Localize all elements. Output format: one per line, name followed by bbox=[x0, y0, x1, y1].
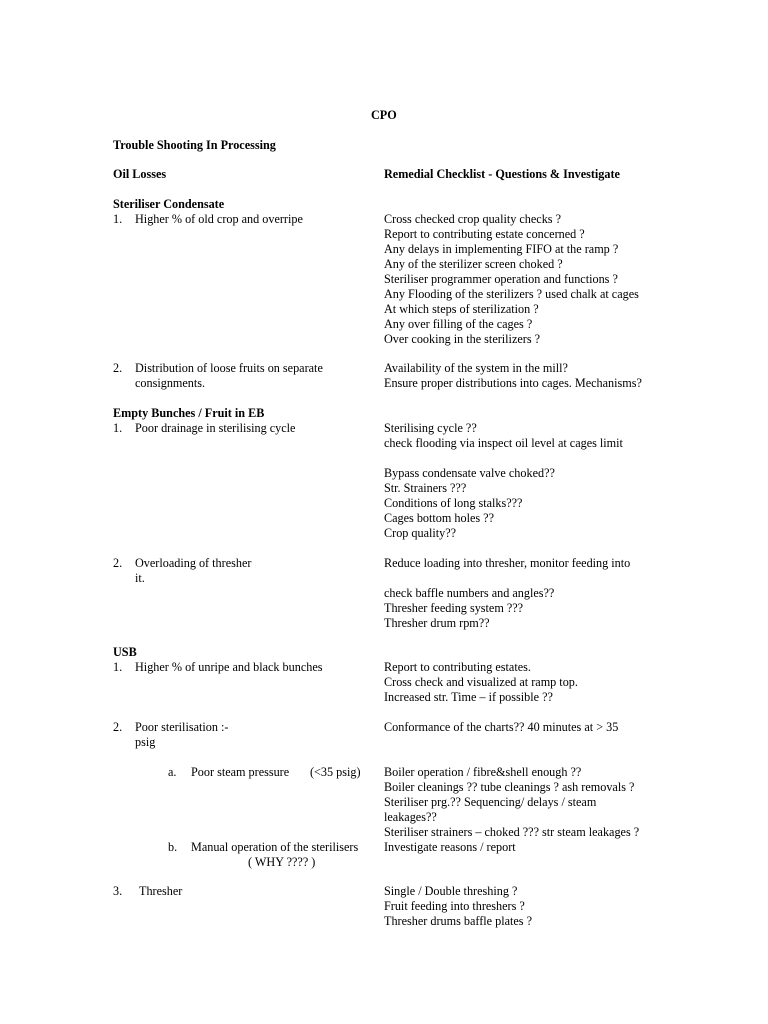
item-text: it. bbox=[135, 571, 145, 585]
checklist-line: Over cooking in the sterilizers ? bbox=[384, 332, 541, 346]
checklist-line: Increased str. Time – if possible ?? bbox=[384, 690, 553, 704]
checklist-block bbox=[384, 212, 639, 347]
subitem-note: (<35 psig) bbox=[310, 765, 361, 779]
item-number: 1. bbox=[113, 421, 123, 435]
subitem-text: Poor steam pressure bbox=[191, 765, 290, 779]
checklist-line: Thresher feeding system ??? bbox=[384, 601, 524, 615]
checklist-line: Thresher drum rpm?? bbox=[384, 616, 490, 630]
item-text: Overloading of thresher bbox=[135, 556, 252, 570]
checklist-block bbox=[384, 660, 578, 705]
checklist-line: Investigate reasons / report bbox=[384, 840, 516, 854]
checklist-block bbox=[384, 466, 555, 541]
checklist-line: Conditions of long stalks??? bbox=[384, 496, 523, 510]
item-number: 3. bbox=[113, 884, 123, 898]
item-text: consignments. bbox=[135, 376, 206, 390]
checklist-line: Sterilising cycle ?? bbox=[384, 421, 477, 435]
checklist-block bbox=[384, 421, 623, 451]
item-number: 1. bbox=[113, 212, 123, 226]
checklist-block bbox=[384, 765, 639, 840]
item-number: 2. bbox=[113, 720, 123, 734]
checklist-line: Boiler operation / fibre&shell enough ?? bbox=[384, 765, 582, 779]
checklist-line: Crop quality?? bbox=[384, 526, 457, 540]
checklist-line: check baffle numbers and angles?? bbox=[384, 586, 555, 600]
subitem-note: ( WHY ???? ) bbox=[248, 855, 316, 869]
item-number: 1. bbox=[113, 660, 123, 674]
checklist-line: Cages bottom holes ?? bbox=[384, 511, 495, 525]
section-heading-empty-bunches: Empty Bunches / Fruit in EB bbox=[113, 406, 265, 420]
col-left-header: Oil Losses bbox=[113, 167, 167, 181]
checklist-line: Steriliser programmer operation and functions ? bbox=[384, 272, 618, 286]
checklist-block bbox=[384, 586, 554, 631]
checklist-line: Reduce loading into thresher, monitor feeding into bbox=[384, 556, 631, 570]
item-text: Poor drainage in sterilising cycle bbox=[135, 421, 296, 435]
checklist-line: Any Flooding of the sterilizers ? used chalk at cages bbox=[384, 287, 639, 301]
section-heading-usb: USB bbox=[113, 645, 137, 659]
checklist-line: leakages?? bbox=[384, 810, 437, 824]
item-text-block bbox=[135, 556, 251, 586]
checklist-line: check flooding via inspect oil level at cages limit bbox=[384, 436, 623, 450]
checklist-line: Str. Strainers ??? bbox=[384, 481, 467, 495]
checklist-line: Conformance of the charts?? 40 minutes at > 35 bbox=[384, 720, 619, 734]
checklist-line: Ensure proper distributions into cages. Mechanisms? bbox=[384, 376, 642, 390]
item-text: Distribution of loose fruits on separate bbox=[135, 361, 323, 375]
item-text-block bbox=[135, 361, 323, 391]
checklist-block bbox=[384, 884, 532, 929]
col-right-header: Remedial Checklist - Questions & Investigate bbox=[384, 167, 620, 181]
checklist-line: Boiler cleanings ?? tube cleanings ? ash removals ? bbox=[384, 780, 635, 794]
item-text: Higher % of old crop and overripe bbox=[135, 212, 303, 226]
item-text: psig bbox=[135, 735, 156, 749]
item-number: 2. bbox=[113, 556, 123, 570]
item-text: Poor sterilisation :- bbox=[135, 720, 229, 734]
subitem-letter: b. bbox=[168, 840, 178, 854]
section-heading-steriliser-condensate: Steriliser Condensate bbox=[113, 197, 225, 211]
checklist-line: Any delays in implementing FIFO at the ramp ? bbox=[384, 242, 619, 256]
checklist-line: Cross check and visualized at ramp top. bbox=[384, 675, 578, 689]
checklist-line: Any over filling of the cages ? bbox=[384, 317, 533, 331]
checklist-line: Cross checked crop quality checks ? bbox=[384, 212, 561, 226]
item-text: Higher % of unripe and black bunches bbox=[135, 660, 323, 674]
checklist-line: Steriliser prg.?? Sequencing/ delays / steam bbox=[384, 795, 597, 809]
checklist-line: Availability of the system in the mill? bbox=[384, 361, 568, 375]
checklist-line: Report to contributing estates. bbox=[384, 660, 531, 674]
item-text: Thresher bbox=[139, 884, 183, 898]
checklist-line: Report to contributing estate concerned ? bbox=[384, 227, 585, 241]
subitem-letter: a. bbox=[168, 765, 177, 779]
checklist-line: Bypass condensate valve choked?? bbox=[384, 466, 555, 480]
checklist-block bbox=[384, 361, 642, 391]
subitem-text: Manual operation of the sterilisers bbox=[191, 840, 359, 854]
item-number: 2. bbox=[113, 361, 123, 375]
checklist-line: Single / Double threshing ? bbox=[384, 884, 518, 898]
checklist-line: Any of the sterilizer screen choked ? bbox=[384, 257, 563, 271]
doc-subtitle: Trouble Shooting In Processing bbox=[113, 138, 276, 152]
doc-title: CPO bbox=[371, 108, 397, 122]
checklist-line: At which steps of sterilization ? bbox=[384, 302, 539, 316]
item-text-block bbox=[135, 720, 228, 750]
checklist-line: Steriliser strainers – choked ??? str steam leakages ? bbox=[384, 825, 640, 839]
checklist-line: Thresher drums baffle plates ? bbox=[384, 914, 532, 928]
checklist-line: Fruit feeding into threshers ? bbox=[384, 899, 525, 913]
